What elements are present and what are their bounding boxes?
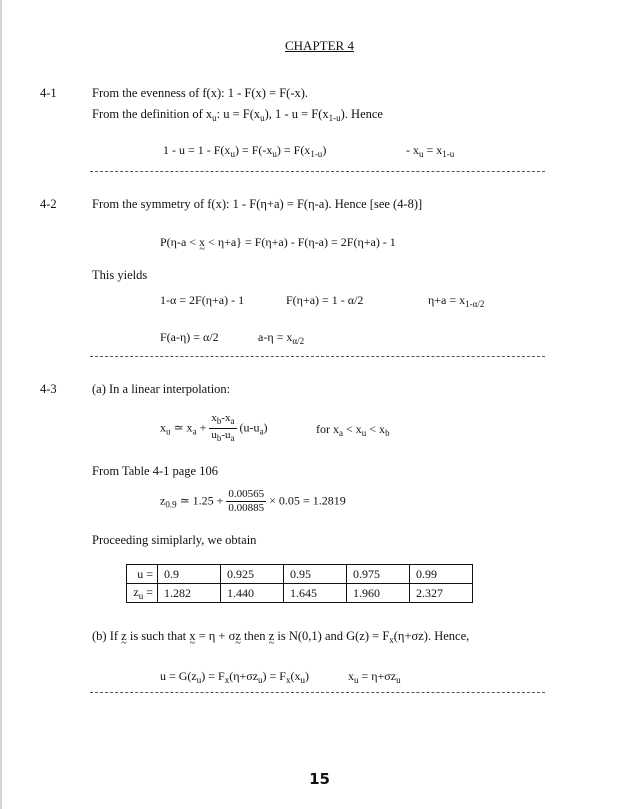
p43-final-equation: $u = G(z_u) = F_x(\eta+\sigma z_u) = F_x(x_u)$	[160, 669, 309, 685]
p43-proceeding: Proceeding simiplarly, we obtain	[92, 533, 257, 547]
scan-edge	[0, 0, 2, 809]
p42-result-3: $\eta+a = x_{1-\alpha/2}$	[428, 293, 485, 309]
row-label-z: $z_u$ =	[127, 584, 158, 603]
z-fraction: $\frac{0.00565}{0.00885}$	[228, 488, 265, 514]
table-cell: 1.960	[347, 584, 410, 603]
p43-z-computation: $z_{0.9}$ ≃ 1.25 + $\frac{0.00565}{0.00885}$ × 0.05 = 1.2819	[160, 488, 346, 514]
p42-equation: P(η-a < x ~ < η+a} = F(η+a) - F(η-a) = 2F(η+a) - 1	[160, 235, 396, 250]
section-divider	[90, 356, 545, 357]
p41-line2: From the definition of $x_u$: $u = F(x_u)$, $1 - u = F(x_{1-u})$. Hence	[92, 107, 383, 123]
table-cell: 1.645	[284, 584, 347, 603]
p43-table-reference: From Table 4-1 page 106	[92, 464, 218, 478]
table-cell: 0.925	[221, 565, 284, 584]
p42-result-2: F(η+a) = 1 - α/2	[286, 293, 364, 307]
table-cell: 0.9	[158, 565, 221, 584]
p42-yields: This yields	[92, 268, 148, 282]
section-divider	[90, 692, 545, 693]
p41-line1: From the evenness of f(x): 1 - F(x) = F(-x).	[92, 86, 309, 100]
table-cell: 1.440	[221, 584, 284, 603]
problem-number-4-1: 4-1	[40, 86, 57, 100]
p42-result-4: F(a-η) = α/2	[160, 330, 219, 344]
problem-number-4-3: 4-3	[40, 382, 57, 396]
p41-equation-2: - $x_u = x_{1-u}$	[406, 143, 455, 159]
page-number: 15	[309, 770, 330, 788]
table-row-z	[127, 584, 473, 603]
table-cell: 0.99	[410, 565, 473, 584]
p43-part-a-label: (a) In a linear interpolation:	[92, 382, 231, 396]
table-cell: 0.95	[284, 565, 347, 584]
problem-number-4-2: 4-2	[40, 197, 57, 211]
p43-part-b: (b) If z ~ is such that x ~ = η + σz ~ then z ~ is N(0,1) and $G(z) = F_x(\eta+\sigma z)$. Hence,	[92, 629, 469, 645]
chapter-title: CHAPTER 4	[285, 38, 354, 53]
p42-result-1: 1-α = 2F(η+a) - 1	[160, 293, 245, 307]
row-label-u: u =	[127, 565, 158, 584]
quantile-table	[126, 564, 473, 603]
p43-interpolation-range: for $x_a < x_u < x_b$	[316, 422, 390, 438]
p42-line1: From the symmetry of f(x): 1 - F(η+a) = F(η-a). Hence [see (4-8)]	[92, 197, 423, 211]
table-cell: 2.327	[410, 584, 473, 603]
p42-result-5: $a-\eta = x_{\alpha/2}$	[258, 330, 305, 346]
p43-interpolation-formula: $x_u$ ≃ $x_a$ + $\frac{x_b-x_a}{u_b-u_a}$ $(u-u_a)$	[160, 412, 268, 443]
section-divider	[90, 171, 545, 172]
interpolation-fraction: $\frac{x_b-x_a}{u_b-u_a}$	[211, 412, 235, 443]
table-row-u	[127, 565, 473, 584]
p43-final-equation-2: $x_u = \eta+\sigma z_u$	[348, 669, 401, 685]
table-cell: 1.282	[158, 584, 221, 603]
p41-equation: $1 - u = 1 - F(x_u) = F(-x_u) = F(x_{1-u})$	[163, 143, 327, 159]
table-cell: 0.975	[347, 565, 410, 584]
